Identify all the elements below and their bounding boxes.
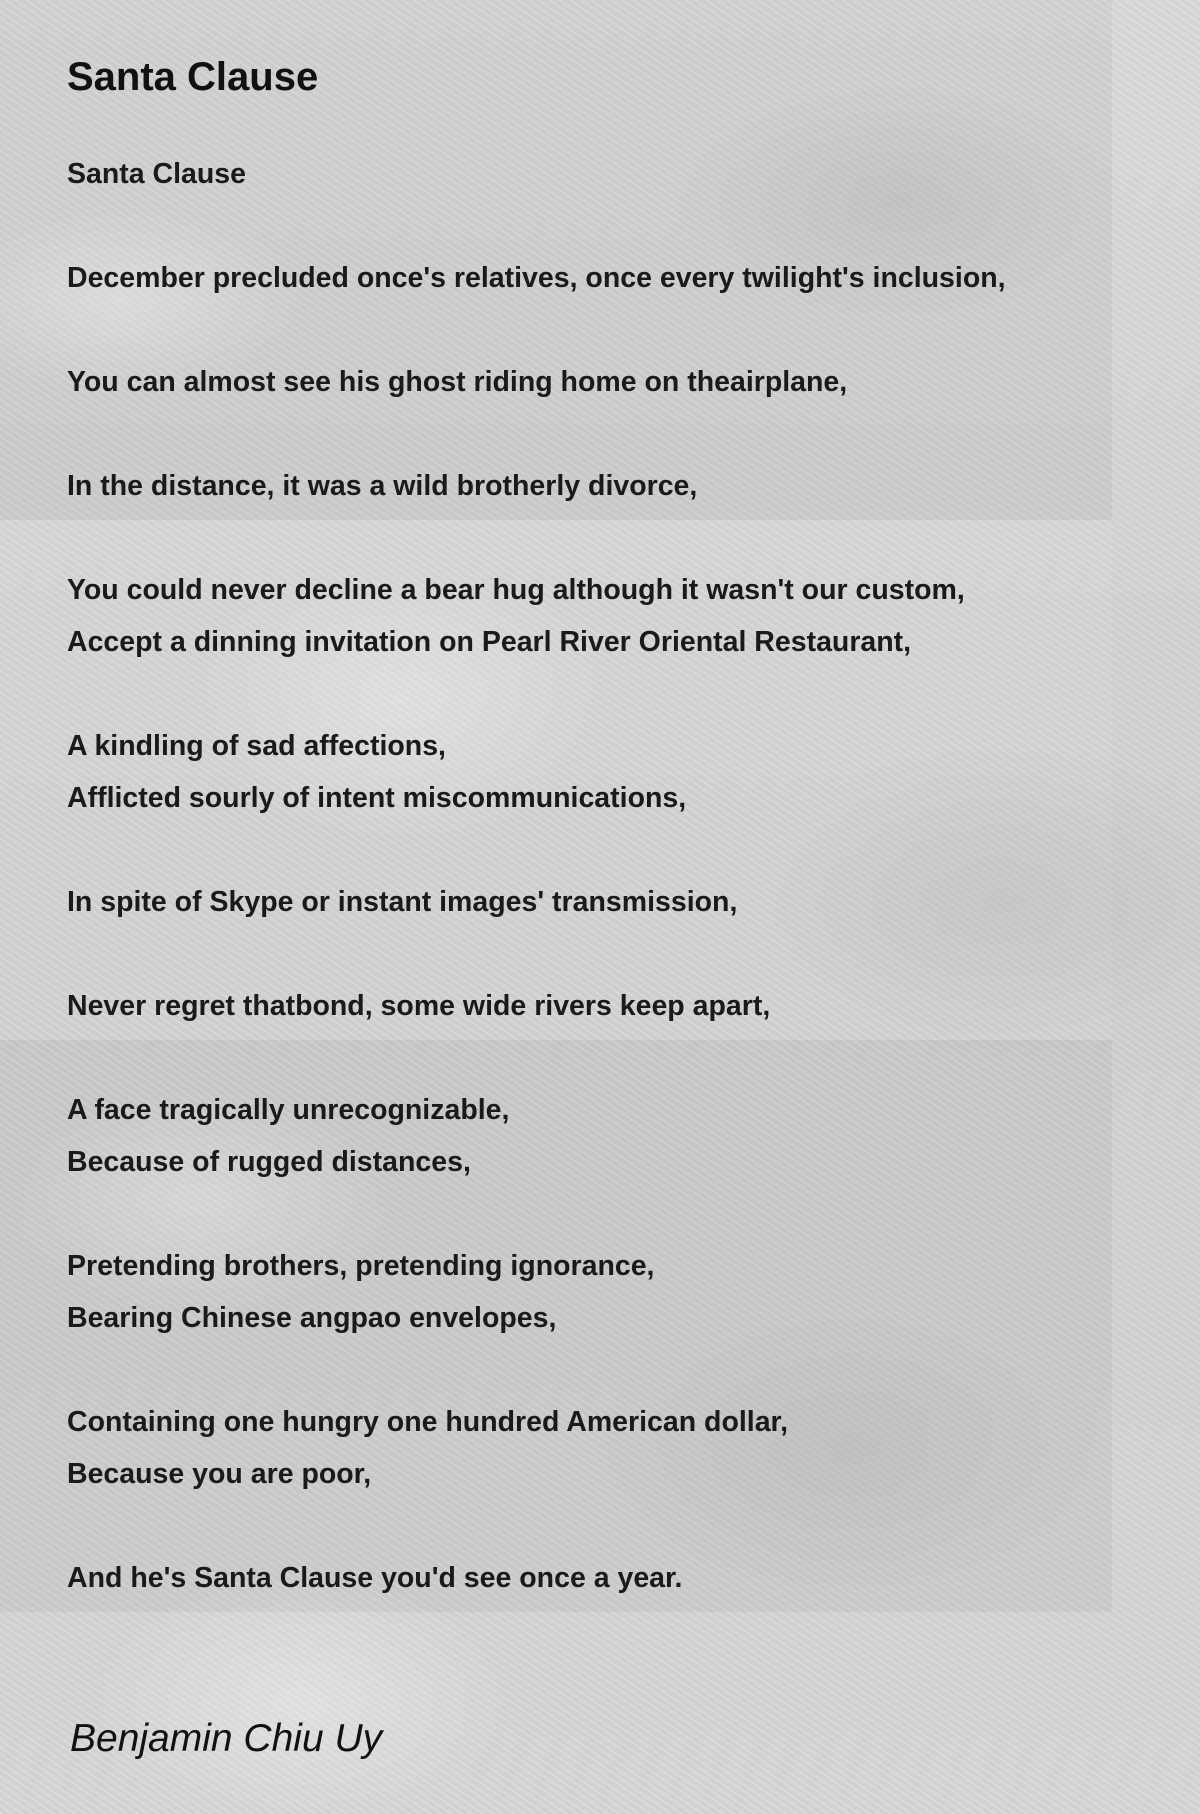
- poem-body: [67, 148, 1177, 1604]
- poem-line: In the distance, it was a wild brotherly divorce,: [67, 470, 698, 502]
- poem-line: Accept a dinning invitation on Pearl River Oriental Restaurant,: [67, 626, 912, 658]
- poem-line: A face tragically unrecognizable,: [67, 1094, 510, 1126]
- stanza-break: [67, 1032, 1177, 1084]
- poem-line: You could never decline a bear hug although it wasn't our custom,: [67, 574, 965, 606]
- stanza-break: [67, 512, 1177, 564]
- stanza-break: [67, 304, 1177, 356]
- poem-line: A kindling of sad affections,: [67, 730, 446, 762]
- stanza-break: [67, 668, 1177, 720]
- stanza-break: [67, 824, 1177, 876]
- stanza-break: [67, 200, 1177, 252]
- poem-line: In spite of Skype or instant images' transmission,: [67, 886, 738, 918]
- poem-line: Because you are poor,: [67, 1458, 372, 1490]
- poem-author: Benjamin Chiu Uy: [70, 1717, 383, 1760]
- poem-line: Pretending brothers, pretending ignorance,: [67, 1250, 655, 1282]
- poem-line: Containing one hungry one hundred American dollar,: [67, 1406, 788, 1438]
- stanza-break: [67, 1188, 1177, 1240]
- poem-line: Afflicted sourly of intent miscommunications,: [67, 782, 687, 814]
- poem-line: Santa Clause: [67, 158, 246, 190]
- poem-line: December precluded once's relatives, once every twilight's inclusion,: [67, 262, 1006, 294]
- stanza-break: [67, 408, 1177, 460]
- stanza-break: [67, 928, 1177, 980]
- poem-line: Because of rugged distances,: [67, 1146, 471, 1178]
- poem-line: You can almost see his ghost riding home on theairplane,: [67, 366, 848, 398]
- poem-line: And he's Santa Clause you'd see once a year.: [67, 1562, 683, 1594]
- poem-line: Bearing Chinese angpao envelopes,: [67, 1302, 557, 1334]
- stanza-break: [67, 1344, 1177, 1396]
- poem-line: Never regret thatbond, some wide rivers keep apart,: [67, 990, 771, 1022]
- stanza-break: [67, 1500, 1177, 1552]
- poem-title: Santa Clause: [67, 55, 319, 99]
